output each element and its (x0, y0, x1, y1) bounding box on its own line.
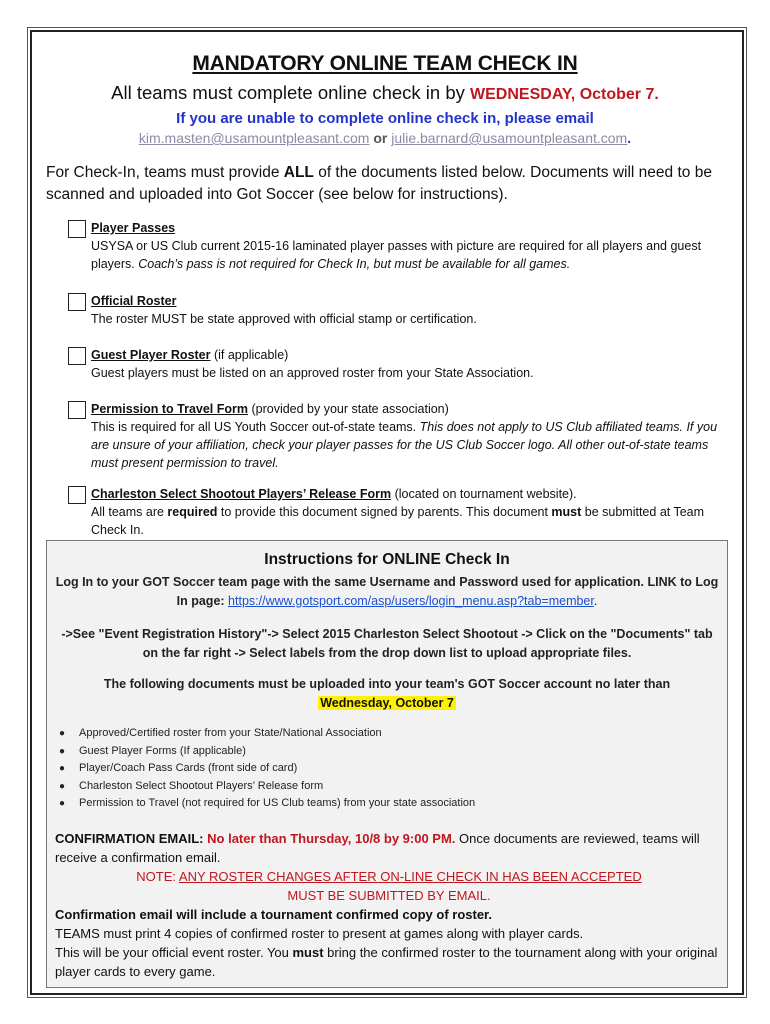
list-item-text: Permission to Travel (not required for US Club teams) from your state association (79, 797, 476, 810)
item-text-a: All teams are (91, 505, 168, 519)
item-italic: This does not apply to US Club affiliated teams. If you are unsure of your affiliation, check your player passes for the US Club Soccer logo. All other out-of-state teams must present permission to travel. (91, 420, 718, 470)
instructions-title: Instructions for ONLINE Check In (264, 551, 510, 568)
checkbox-player-passes[interactable] (68, 220, 86, 238)
email-link-julie[interactable]: julie.barnard@usamountpleasant.com (391, 130, 628, 146)
email-link-kim[interactable]: kim.masten@usamountpleasant.com (138, 130, 370, 146)
confirmation-text: Once documents are reviewed, teams will receive a confirmation email. (55, 831, 700, 865)
intro-part1: For Check-In, teams must provide (46, 164, 284, 181)
document-item-permission-to-travel (68, 400, 738, 472)
item-suffix: (located on tournament website). (391, 487, 577, 501)
bullet-icon: ● (59, 745, 66, 757)
confirmation-paragraph (55, 829, 723, 867)
item-heading: Permission to Travel Form (91, 402, 248, 416)
official-b: bring the confirmed roster to the tournament along with your original player cards to every game. (55, 945, 718, 979)
confirmation-deadline: No later than Thursday, 10/8 by 9:00 PM. (207, 831, 456, 846)
note-line2: MUST BE SUBMITTED BY EMAIL. (287, 888, 491, 903)
list-item-text: Charleston Select Shootout Players’ Release form (79, 779, 324, 792)
emails-period: . (627, 130, 632, 146)
login-text: Log In to your GOT Soccer team page with the same Username and Password used for application. LINK to Log In page: (55, 575, 719, 608)
document-item-official-roster (68, 292, 738, 328)
item-bold-a: required (167, 505, 218, 519)
intro-bold: ALL (283, 164, 314, 181)
item-text-c: be submitted at Team Check In. (91, 505, 705, 537)
list-item (57, 725, 697, 743)
subtitle-text: All teams must complete online check in by (111, 82, 471, 103)
login-instructions (55, 573, 719, 611)
login-period: . (593, 594, 598, 608)
checkbox-official-roster[interactable] (68, 293, 86, 311)
page-title: MANDATORY ONLINE TEAM CHECK IN (192, 52, 578, 75)
list-item-text: Guest Player Forms (If applicable) (79, 744, 246, 757)
item-text: The roster MUST be state approved with official stamp or certification. (91, 312, 477, 326)
confirmation-label: CONFIRMATION EMAIL: (55, 831, 208, 846)
item-suffix: (if applicable) (210, 348, 289, 362)
list-item (57, 778, 697, 796)
roster-change-note (55, 867, 723, 905)
confirmation-section (55, 829, 723, 981)
item-text: This is required for all US Youth Soccer out-of-state teams. (91, 420, 420, 434)
note-line1: ANY ROSTER CHANGES AFTER ON-LINE CHECK IN HAS BEEN ACCEPTED (178, 869, 642, 884)
confirmed-roster-note (55, 905, 723, 924)
item-heading: Guest Player Roster (91, 348, 211, 362)
emails-or: or (373, 130, 388, 146)
upload-deadline-note (55, 675, 719, 713)
official-roster-note (55, 943, 723, 981)
login-link[interactable]: https://www.gotsport.com/asp/users/login_menu.asp?tab=member (228, 594, 594, 608)
list-item (57, 743, 697, 761)
documents-list (57, 725, 697, 813)
checkbox-release-form[interactable] (68, 486, 86, 504)
checkbox-permission-to-travel[interactable] (68, 401, 86, 419)
instructions-box (46, 540, 728, 988)
confirmed-roster-bold: Confirmation email will include a tournament confirmed copy of roster. (55, 907, 493, 922)
bullet-icon: ● (59, 763, 66, 775)
navigation-steps: ->See "Event Registration History"-> Select 2015 Charleston Select Shootout -> Click on the "Documents" tab on the far right -> Select labels from the drop down list to upload appropriate files. (61, 627, 713, 660)
item-text-b: to provide this document signed by parents. This document (217, 505, 552, 519)
document-item-release-form (68, 485, 738, 539)
bullet-icon: ● (59, 798, 66, 810)
official-bold: must (292, 945, 324, 960)
bullet-icon: ● (59, 728, 66, 739)
bullet-icon: ● (59, 780, 66, 792)
upload-deadline: Wednesday, October 7 (320, 696, 454, 710)
item-heading: Charleston Select Shootout Players’ Release Form (91, 487, 392, 501)
intro-part2: of the documents listed below. Documents will need to be scanned and uploaded into Got Soccer (see below for instructions). (46, 164, 712, 203)
unable-note: If you are unable to complete online check in, please email (176, 110, 594, 127)
official-a: This will be your official event roster. You (55, 945, 293, 960)
item-text: Guest players must be listed on an approved roster from your State Association. (91, 366, 534, 380)
list-item-text: Player/Coach Pass Cards (front side of card) (79, 762, 298, 775)
document-item-guest-roster (68, 346, 738, 382)
note-prefix: NOTE: (136, 869, 179, 884)
list-item (57, 760, 697, 778)
item-italic: Coach’s pass is not required for Check In, but must be available for all games. (138, 257, 571, 271)
contact-emails (0, 130, 770, 146)
item-bold-b: must (551, 505, 582, 519)
print-instructions: TEAMS must print 4 copies of confirmed roster to present at games along with player cards. (55, 926, 584, 941)
subtitle (0, 82, 770, 104)
checkbox-guest-roster[interactable] (68, 347, 86, 365)
item-text: USYSA or US Club current 2015-16 laminated player passes with picture are required for all players and guest players. (91, 239, 702, 271)
item-heading: Official Roster (91, 294, 177, 308)
intro-paragraph (46, 162, 736, 206)
list-item (57, 795, 697, 813)
upload-text: The following documents must be uploaded into your team's GOT Soccer account no later than (103, 677, 671, 691)
document-item-player-passes (68, 219, 738, 273)
item-suffix: (provided by your state association) (248, 402, 449, 416)
deadline-date: WEDNESDAY, October 7. (470, 86, 659, 103)
item-heading: Player Passes (91, 221, 176, 235)
list-item-text: Approved/Certified roster from your State/National Association (79, 727, 382, 739)
